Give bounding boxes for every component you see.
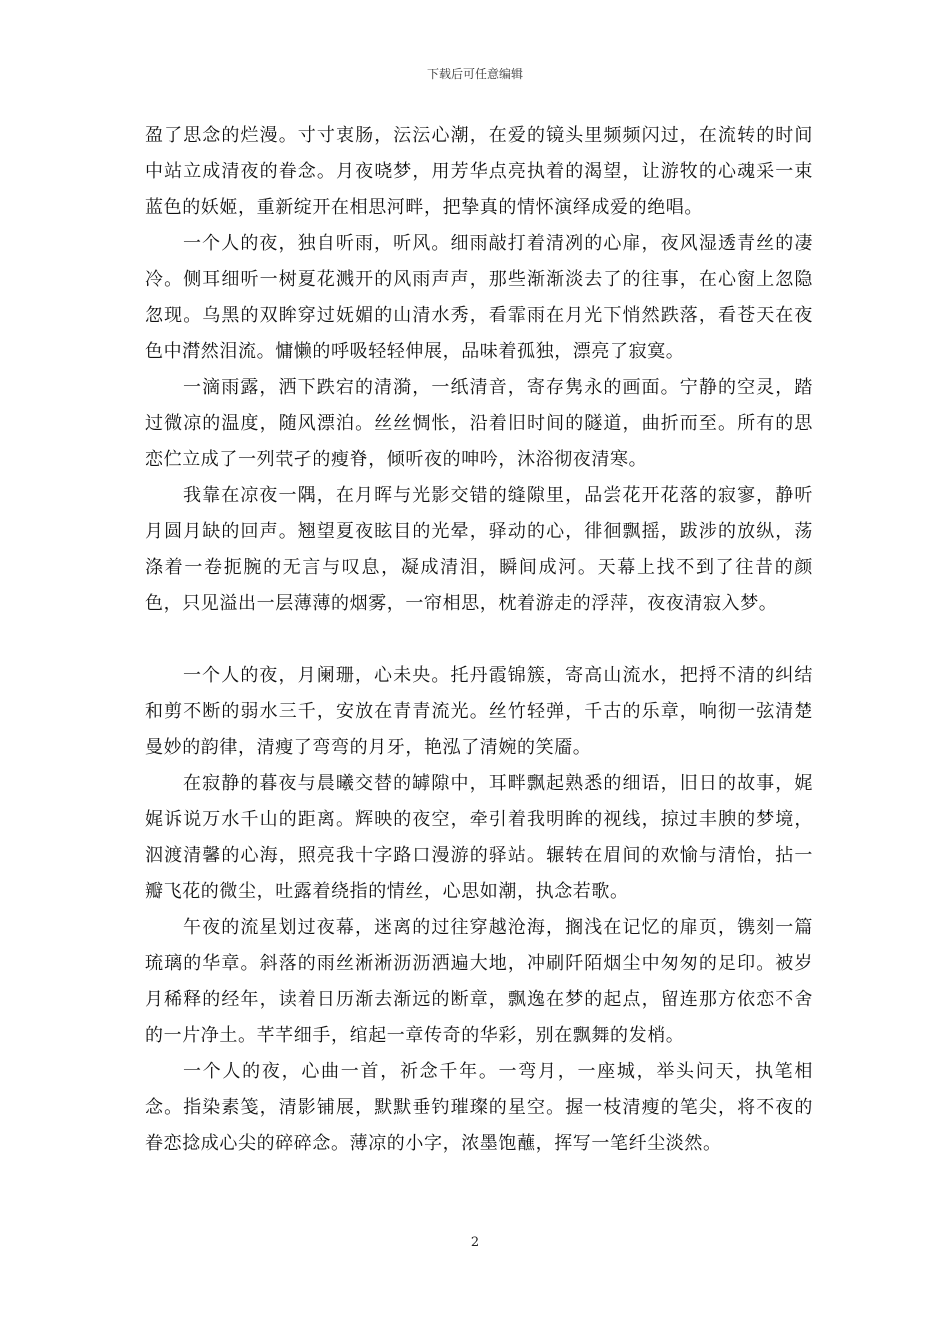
- paragraph: 盈了思念的烂漫。寸寸衷肠，沄沄心潮，在爱的镜头里频频闪过，在流转的时间中站立成清夜的眷念。月夜哓梦，用芳华点亮执着的渴望，让游牧的心魂采一束蓝色的妖姬，重新绽开在相思河畔，把挚真的情怀演绎成爱的绝唱。: [145, 125, 813, 218]
- paragraph-spacer: [145, 622, 813, 658]
- paragraph: 一个人的夜，月阑珊，心未央。托丹霞锦簇，寄高山流水，把捋不清的纠结和剪不断的弱水三千，安放在青青流光。丝竹轻弹，千古的乐章，响彻一弦清楚曼妙的韵律，清瘦了弯弯的月牙，艳泓了清婉的笑靥。: [145, 665, 813, 758]
- paragraph: 一个人的夜，心曲一首，祈念千年。一弯月，一座城，举头问天，执笔相念。指染素笺，清影铺展，默默垂钓璀璨的星空。握一枝清瘦的笔尖，将不夜的眷恋捻成心尖的碎碎念。薄凉的小字，浓墨饱蘸，挥写一笔纤尘淡然。: [145, 1061, 813, 1154]
- page-header: 下载后可任意编辑: [426, 67, 523, 81]
- paragraph: 一个人的夜，独自听雨，听风。细雨敲打着清冽的心扉，夜风湿透青丝的凄冷。侧耳细听一树夏花溅开的风雨声声，那些渐渐淡去了的往事，在心窗上忽隐忽现。乌黑的双眸穿过妩媚的山清水秀，看霏雨在月光下悄然跌落，看苍天在夜色中潸然泪流。慵懒的呼吸轻轻伸展，品味着孤独，漂亮了寂寞。: [145, 233, 813, 362]
- paragraph: 我靠在凉夜一隅，在月晖与光影交错的缝隙里，品尝花开花落的寂寥，静听月圆月缺的回声。翘望夏夜眩目的光晕，驿动的心，徘徊飘摇，跋涉的放纵，荡涤着一卷扼腕的无言与叹息，凝成清泪，瞬间成河。天幕上找不到了往昔的颜色，只见溢出一层薄薄的烟雾，一帘相思，枕着游走的浮萍，夜夜清寂入梦。: [145, 485, 813, 614]
- paragraph: 在寂静的暮夜与晨曦交替的罅隙中，耳畔飘起熟悉的细语，旧日的故事，娓娓诉说万水千山的距离。辉映的夜空，牵引着我明眸的视线，掠过丰腴的梦境，泅渡清馨的心海，照亮我十字路口漫游的驿站。辗转在眉间的欢愉与清怡，拈一瓣飞花的微尘，吐露着绕指的情丝，心思如潮，执念若歌。: [145, 773, 813, 902]
- paragraph: 午夜的流星划过夜幕，迷离的过往穿越沧海，搁浅在记忆的扉页，镌刻一篇琉璃的华章。斜落的雨丝淅淅沥沥洒遍大地，冲刷阡陌烟尘中匆匆的足印。被岁月稀释的经年，读着日历渐去渐远的断章，飘逸在梦的起点，留连那方依恋不舍的一片净土。芊芊细手，绾起一章传奇的华彩，别在飘舞的发梢。: [145, 917, 813, 1046]
- document-body: [145, 118, 813, 1162]
- page-number: 2: [470, 1235, 480, 1250]
- paragraph: 一滴雨露，洒下跌宕的清漪，一纸清音，寄存隽永的画面。宁静的空灵，踏过微凉的温度，随风漂泊。丝丝惆怅，沿着旧时间的隧道，曲折而至。所有的思恋伫立成了一列茕孑的瘦脊，倾听夜的呻吟，沐浴彻夜清寒。: [145, 377, 813, 470]
